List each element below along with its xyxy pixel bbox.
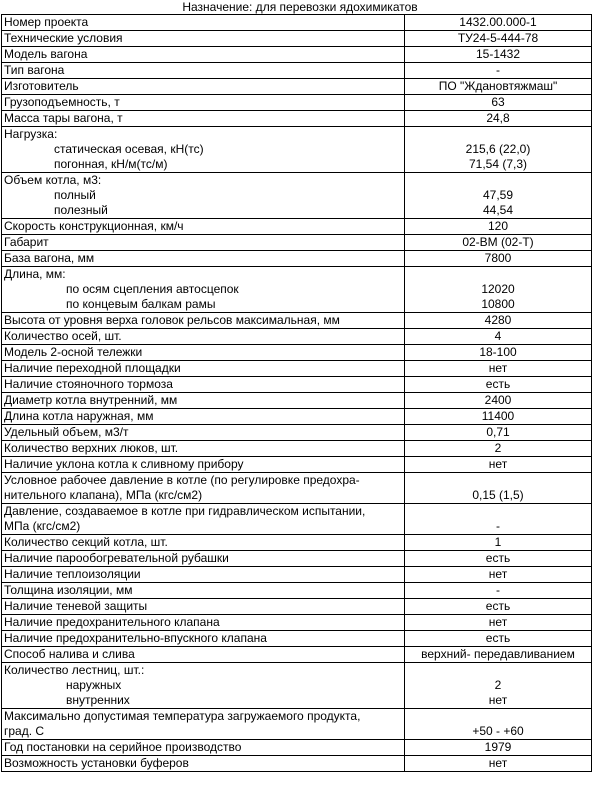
value-cell (405, 551, 592, 567)
table-row (2, 235, 592, 251)
parameter-label: Количество секций котла, шт. (4, 535, 168, 549)
parameter-label: по концевым балкам рамы (66, 297, 216, 311)
value-cell (405, 219, 592, 235)
parameter-label: Давление, создаваемое в котле при гидравлическом испытании, (4, 504, 366, 518)
parameter-label: нительного клапана), МПа (кгс/см2) (4, 488, 203, 502)
parameter-value (405, 473, 591, 488)
value-cell (405, 756, 592, 772)
value-cell (405, 663, 592, 709)
parameter-label: по осям сцепления автосцепок (66, 282, 239, 296)
parameter-value: 215,6 (22,0) (465, 142, 531, 156)
parameter-value: 44,54 (482, 203, 514, 217)
parameter-cell (2, 361, 405, 377)
parameter-label: полезный (54, 203, 108, 217)
parameter-value: есть (485, 377, 511, 391)
parameter-label: Модель вагона (4, 47, 88, 61)
table-row (2, 647, 592, 663)
value-cell (405, 393, 592, 409)
parameter-cell (2, 409, 405, 425)
value-cell (405, 361, 592, 377)
table-row (2, 631, 592, 647)
value-cell (405, 329, 592, 345)
parameter-cell (2, 473, 405, 504)
parameter-value (405, 267, 591, 282)
table-row (2, 329, 592, 345)
parameter-cell (2, 504, 405, 535)
table-row (2, 615, 592, 631)
value-cell (405, 267, 592, 313)
value-cell (405, 457, 592, 473)
parameter-value: есть (485, 599, 511, 613)
value-cell (405, 504, 592, 535)
parameter-value (405, 709, 591, 724)
parameter-label: наружных (66, 678, 122, 692)
parameter-value (405, 127, 591, 142)
parameter-value: ТУ24-5-444-78 (457, 31, 539, 45)
parameter-value: 02-ВМ (02-Т) (462, 235, 534, 249)
parameter-label: Диаметр котла внутренний, мм (4, 393, 178, 407)
parameter-cell (2, 756, 405, 772)
value-cell (405, 425, 592, 441)
value-cell (405, 473, 592, 504)
parameter-cell (2, 631, 405, 647)
parameter-label: град. С (4, 724, 45, 738)
parameter-label: Наличие предохранительного клапана (4, 615, 220, 629)
parameter-label: Наличие теневой защиты (4, 599, 148, 613)
table-row (2, 79, 592, 95)
value-cell (405, 111, 592, 127)
parameter-value: 0,15 (1,5) (472, 488, 524, 502)
parameter-label: Максимально допустимая температура загружаемого продукта, (4, 709, 361, 723)
parameter-cell (2, 127, 405, 173)
parameter-value: 4 (494, 329, 502, 343)
parameter-value: нет (488, 615, 508, 629)
parameter-value: 2 (494, 441, 502, 455)
parameter-label: статическая осевая, кН(тс) (54, 142, 204, 156)
parameter-cell (2, 709, 405, 740)
parameter-value: нет (488, 361, 508, 375)
table-row (2, 583, 592, 599)
parameter-cell (2, 313, 405, 329)
parameter-label: База вагона, мм (4, 251, 95, 265)
parameter-label: полный (54, 188, 96, 202)
parameter-label: Технические условия (4, 31, 123, 45)
parameter-label: Тип вагона (4, 63, 65, 77)
parameter-cell (2, 329, 405, 345)
table-row (2, 63, 592, 79)
parameter-cell (2, 567, 405, 583)
parameter-value: 1 (494, 535, 502, 549)
table-row (2, 409, 592, 425)
parameter-label: Габарит (4, 235, 49, 249)
parameter-cell (2, 551, 405, 567)
table-row (2, 567, 592, 583)
table-row (2, 393, 592, 409)
table-row (2, 709, 592, 740)
parameter-label: Наличие переходной площадки (4, 361, 181, 375)
parameter-value: 15-1432 (475, 47, 521, 61)
value-cell (405, 127, 592, 173)
parameter-value: 63 (491, 95, 505, 109)
parameter-cell (2, 647, 405, 663)
parameter-label: Объем котла, м3: (4, 173, 102, 187)
parameter-label: Год постановки на серийное производство (4, 740, 242, 754)
parameter-cell (2, 457, 405, 473)
table-row (2, 663, 592, 709)
parameter-cell (2, 79, 405, 95)
parameter-value: 24,8 (486, 111, 510, 125)
parameter-value: 7800 (484, 251, 512, 265)
parameter-cell (2, 111, 405, 127)
parameter-label: МПа (кгс/см2) (4, 519, 81, 533)
parameter-label: Наличие парообогревательной рубашки (4, 551, 229, 565)
parameter-cell (2, 173, 405, 219)
page-title: Назначение: для перевозки ядохимикатов (182, 0, 418, 14)
table-row (2, 15, 592, 31)
parameter-value: 47,59 (482, 188, 514, 202)
parameter-value (405, 663, 591, 678)
table-row (2, 267, 592, 313)
parameter-value: есть (485, 551, 511, 565)
parameter-cell (2, 535, 405, 551)
parameter-label: Масса тары вагона, т (4, 111, 123, 125)
table-row (2, 127, 592, 173)
value-cell (405, 631, 592, 647)
parameter-label: Длина котла наружная, мм (4, 409, 154, 423)
value-cell (405, 647, 592, 663)
table-row (2, 313, 592, 329)
table-row (2, 551, 592, 567)
parameter-cell (2, 251, 405, 267)
parameter-cell (2, 95, 405, 111)
parameter-value: 1979 (484, 740, 512, 754)
table-row (2, 173, 592, 219)
table-row (2, 473, 592, 504)
parameter-value: нет (488, 693, 508, 707)
value-cell (405, 251, 592, 267)
value-cell (405, 583, 592, 599)
table-row (2, 361, 592, 377)
parameter-cell (2, 345, 405, 361)
table-row (2, 599, 592, 615)
parameter-label: погонная, кН/м(тс/м) (54, 157, 168, 171)
table-row (2, 457, 592, 473)
parameter-value: ПО "Ждановтяжмаш" (438, 79, 558, 93)
table-row (2, 95, 592, 111)
parameter-label: Количество верхних люков, шт. (4, 441, 179, 455)
parameter-label: Модель 2-осной тележки (4, 345, 143, 359)
parameter-cell (2, 235, 405, 251)
specification-table (1, 14, 592, 772)
table-row (2, 756, 592, 772)
table-row (2, 504, 592, 535)
parameter-cell (2, 599, 405, 615)
parameter-label: Длина, мм: (4, 267, 66, 281)
table-row (2, 47, 592, 63)
parameter-value: верхний- передавливанием (421, 647, 575, 661)
parameter-label: Толщина изоляции, мм (4, 583, 133, 597)
value-cell (405, 740, 592, 756)
parameter-value: 4280 (484, 313, 512, 327)
value-cell (405, 345, 592, 361)
parameter-cell (2, 267, 405, 313)
parameter-cell (2, 393, 405, 409)
parameter-value: нет (488, 457, 508, 471)
value-cell (405, 235, 592, 251)
value-cell (405, 535, 592, 551)
parameter-value: - (496, 583, 500, 597)
value-cell (405, 15, 592, 31)
parameter-label: внутренних (66, 693, 130, 707)
parameter-label: Наличие стояночного тормоза (4, 377, 173, 391)
parameter-cell (2, 63, 405, 79)
parameter-value: 12020 (481, 282, 515, 296)
parameter-cell (2, 15, 405, 31)
parameter-label: Скорость конструкционная, км/ч (4, 219, 184, 233)
parameter-value: нет (488, 756, 508, 770)
parameter-value: 11400 (481, 409, 515, 423)
parameter-label: Изготовитель (4, 79, 79, 93)
parameter-label: Условное рабочее давление в котле (по регулировке предохра- (4, 473, 360, 487)
value-cell (405, 377, 592, 393)
value-cell (405, 599, 592, 615)
parameter-value: 2 (494, 678, 502, 692)
parameter-value (405, 504, 591, 519)
table-row (2, 377, 592, 393)
parameter-label: Количество лестниц, шт.: (4, 663, 145, 677)
parameter-cell (2, 663, 405, 709)
table-row (2, 219, 592, 235)
parameter-label: Нагрузка: (4, 127, 58, 141)
parameter-cell (2, 441, 405, 457)
parameter-value: 71,54 (7,3) (468, 157, 528, 171)
table-row (2, 441, 592, 457)
parameter-cell (2, 377, 405, 393)
value-cell (405, 63, 592, 79)
parameter-label: Грузоподъемность, т (4, 95, 120, 109)
value-cell (405, 95, 592, 111)
parameter-label: Номер проекта (4, 15, 89, 29)
value-cell (405, 79, 592, 95)
table-row (2, 345, 592, 361)
value-cell (405, 47, 592, 63)
parameter-label: Наличие теплоизоляции (4, 567, 141, 581)
value-cell (405, 615, 592, 631)
parameter-value: 18-100 (479, 345, 517, 359)
value-cell (405, 441, 592, 457)
parameter-label: Количество осей, шт. (4, 329, 122, 343)
parameter-cell (2, 583, 405, 599)
parameter-value: +50 - +60 (472, 724, 524, 738)
value-cell (405, 409, 592, 425)
table-row (2, 535, 592, 551)
parameter-label: Удельный объем, м3/т (4, 425, 129, 439)
parameter-cell (2, 47, 405, 63)
value-cell (405, 31, 592, 47)
table-row (2, 31, 592, 47)
parameter-cell (2, 219, 405, 235)
parameter-value: 2400 (484, 393, 512, 407)
value-cell (405, 173, 592, 219)
value-cell (405, 709, 592, 740)
parameter-value (405, 173, 591, 188)
table-row (2, 111, 592, 127)
table-row (2, 425, 592, 441)
parameter-label: Наличие уклона котла к сливному прибору (4, 457, 244, 471)
parameter-label: Возможность установки буферов (4, 756, 189, 770)
value-cell (405, 567, 592, 583)
parameter-value: 10800 (481, 297, 515, 311)
parameter-label: Высота от уровня верха головок рельсов максимальная, мм (4, 313, 340, 327)
parameter-value: нет (488, 567, 508, 581)
parameter-value: - (496, 519, 500, 533)
parameter-value: 1432.00.000-1 (459, 15, 537, 29)
table-row (2, 740, 592, 756)
parameter-label: Способ налива и слива (4, 647, 135, 661)
parameter-value: есть (485, 631, 511, 645)
parameter-label: Наличие предохранительно-впускного клапана (4, 631, 267, 645)
parameter-cell (2, 31, 405, 47)
parameter-value: 0,71 (486, 425, 510, 439)
table-row (2, 251, 592, 267)
parameter-cell (2, 740, 405, 756)
value-cell (405, 313, 592, 329)
parameter-cell (2, 425, 405, 441)
parameter-value: - (496, 63, 500, 77)
parameter-cell (2, 615, 405, 631)
parameter-value: 120 (487, 219, 509, 233)
